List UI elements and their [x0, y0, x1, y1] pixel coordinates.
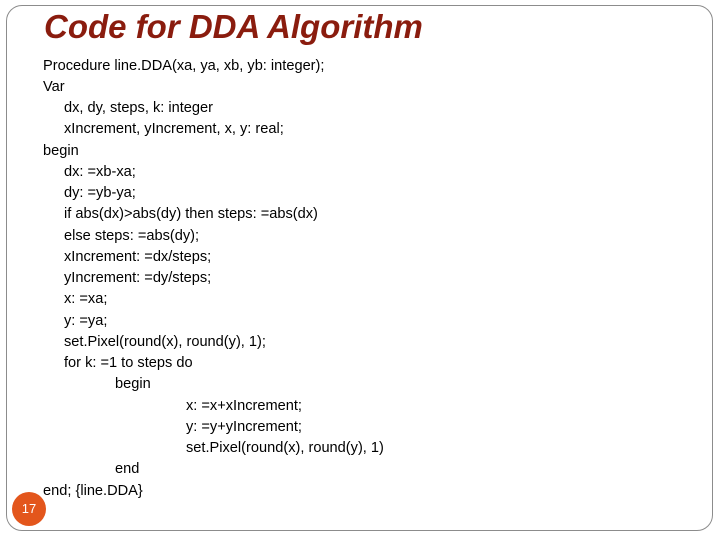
code-line: y: =ya; — [64, 313, 108, 329]
slide-title: Code for DDA Algorithm — [44, 8, 423, 45]
code-line: y: =y+yIncrement; — [186, 419, 302, 435]
code-line: end — [115, 461, 140, 477]
code-line: xIncrement, yIncrement, x, y: real; — [64, 121, 284, 137]
code-line: x: =x+xIncrement; — [186, 398, 302, 414]
code-line: Var — [43, 79, 65, 95]
code-line: end; {line.DDA} — [43, 483, 143, 499]
code-line: else steps: =abs(dy); — [64, 228, 200, 244]
code-line: yIncrement: =dy/steps; — [64, 270, 212, 286]
code-line: begin — [115, 376, 151, 392]
page-number: 17 — [21, 501, 37, 516]
code-line: begin — [43, 143, 79, 159]
code-line: dy: =yb-ya; — [64, 185, 136, 201]
code-line: xIncrement: =dx/steps; — [64, 249, 212, 265]
code-line: set.Pixel(round(x), round(y), 1) — [186, 440, 384, 456]
code-line: dx: =xb-xa; — [64, 164, 136, 180]
code-line: for k: =1 to steps do — [64, 355, 193, 371]
code-line: dx, dy, steps, k: integer — [64, 100, 213, 116]
page-number-badge — [12, 492, 46, 526]
code-line: set.Pixel(round(x), round(y), 1); — [64, 334, 266, 350]
code-line: Procedure line.DDA(xa, ya, xb, yb: integer); — [43, 58, 325, 74]
code-line: if abs(dx)>abs(dy) then steps: =abs(dx) — [64, 206, 318, 222]
code-line: x: =xa; — [64, 291, 108, 307]
